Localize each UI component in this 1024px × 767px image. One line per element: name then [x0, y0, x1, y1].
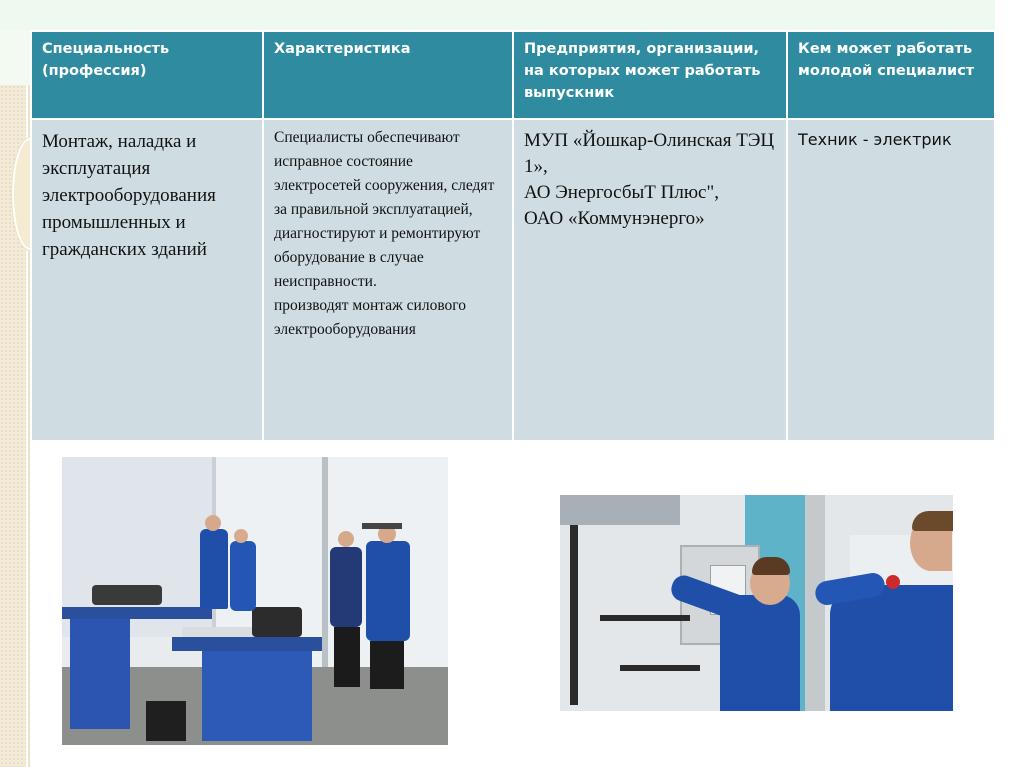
cell-job: Техник - электрик	[787, 119, 995, 441]
header-job: Кем может работать молодой специалист	[787, 31, 995, 119]
top-left-decor	[0, 30, 30, 85]
electrical-panel-photo	[560, 495, 953, 711]
header-specialty: Специальность (профессия)	[31, 31, 263, 119]
header-characteristic: Характеристика	[263, 31, 513, 119]
characteristic-text-1: Специалисты обеспечивают исправное состояние электросетей сооружения, следят за правильной эксплуатацией, диагностируют и ремонтируют оборудование в случае неисправности.	[274, 129, 495, 290]
cell-specialty: Монтаж, наладка и эксплуатация электрооборудования промышленных и гражданских зданий	[31, 119, 263, 441]
specialty-table	[30, 30, 996, 442]
top-decor-band	[0, 0, 995, 30]
table-header-row	[31, 31, 995, 119]
enterprise-2: АО ЭнергосбыТ Плюс",	[524, 182, 719, 203]
cell-characteristic	[263, 119, 513, 441]
enterprise-3: ОАО «Коммунэнерго»	[524, 208, 705, 229]
enterprise-1: МУП «Йошкар-Олинская ТЭЦ 1»,	[524, 130, 775, 177]
cell-enterprises	[513, 119, 787, 441]
characteristic-text-2: производят монтаж силового электрооборудования	[274, 297, 467, 338]
header-enterprises: Предприятия, организации, на которых может работать выпускник	[513, 31, 787, 119]
workshop-photo	[62, 457, 448, 745]
table-row	[31, 119, 995, 441]
